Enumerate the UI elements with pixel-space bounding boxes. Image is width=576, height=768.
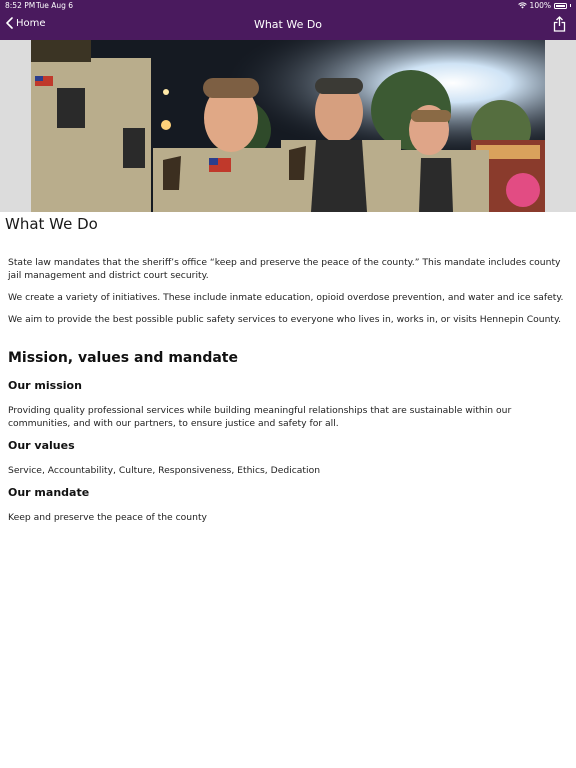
section-title: Mission, values and mandate [8, 350, 238, 366]
status-bar [0, 0, 576, 11]
mandate-heading: Our mandate [8, 486, 90, 499]
intro-paragraph-1: State law mandates that the sheriff’s office “keep and preserve the peace of the county.” This mandate includes county jail management and district court security. [8, 257, 561, 281]
deputies-photo [31, 40, 545, 212]
mandate-text: Keep and preserve the peace of the county [8, 512, 207, 523]
mission-heading: Our mission [8, 379, 82, 392]
top-bar [0, 0, 576, 40]
battery-percent: 100% [529, 1, 551, 10]
status-right [518, 0, 571, 11]
status-time: 8:52 PM [5, 1, 36, 10]
navigation-bar [0, 12, 576, 38]
battery-icon [554, 3, 567, 9]
page-title: What We Do [5, 215, 98, 233]
values-section [8, 439, 570, 477]
values-text: Service, Accountability, Culture, Responsiveness, Ethics, Dedication [8, 465, 321, 476]
hero-image-container [0, 40, 576, 212]
status-date: Tue Aug 6 [36, 1, 73, 10]
share-icon [553, 16, 566, 32]
values-heading: Our values [8, 439, 75, 452]
mission-section [8, 379, 570, 430]
share-button[interactable] [553, 16, 566, 36]
mission-text: Providing quality professional services while building meaningful relationships that are sustainable within our communities, and with our partners, to ensure justice and safety for all. [8, 405, 512, 429]
main-content [8, 256, 570, 533]
intro-paragraph-2: We create a variety of initiatives. These include inmate education, opioid overdose prevention, and water and ice safety. [8, 292, 564, 303]
wifi-icon [518, 2, 527, 9]
back-button-label: Home [16, 17, 46, 29]
hero-image [31, 40, 545, 212]
battery-tip [570, 4, 571, 7]
mandate-section [8, 486, 570, 524]
intro-paragraph-3: We aim to provide the best possible public safety services to everyone who lives in, works in, or visits Hennepin County. [8, 314, 562, 325]
nav-title: What We Do [253, 18, 323, 31]
